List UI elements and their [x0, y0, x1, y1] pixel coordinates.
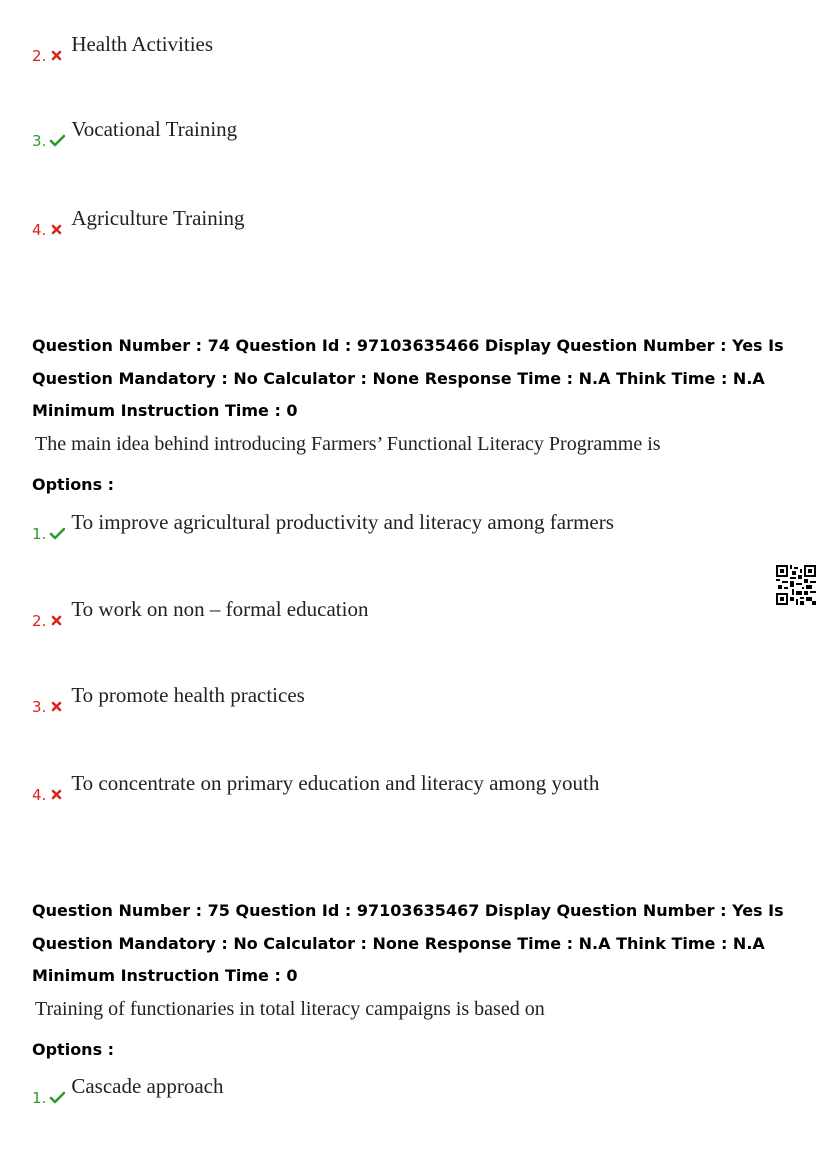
option-text: Vocational Training [71, 117, 238, 141]
option-number: 2. [32, 47, 47, 65]
option-number: 2. [32, 612, 47, 630]
option-item [32, 117, 238, 150]
option-item [32, 206, 245, 239]
option-text: To concentrate on primary education and literacy among youth [71, 771, 600, 795]
option-number: 3. [32, 132, 47, 150]
option-item [32, 597, 369, 630]
option-item [32, 1074, 224, 1107]
option-number: 3. [32, 698, 47, 716]
option-number: 4. [32, 221, 47, 239]
question-meta: Question Number : 75 Question Id : 97103635467 Display Question Number : Yes Is Question Mandatory : No Calculator : None Response Time : N.A Think Time : N.A Minimum Instruction Time : 0 [32, 901, 784, 985]
option-text: Agriculture Training [71, 206, 245, 230]
option-number: 1. [32, 1089, 47, 1107]
check-icon [49, 133, 65, 147]
option-text: To promote health practices [71, 683, 305, 707]
option-item [32, 683, 305, 716]
question-text: The main idea behind introducing Farmers’ Functional Literacy Programme is [35, 433, 661, 455]
option-text: Health Activities [71, 32, 214, 56]
cross-icon [49, 613, 65, 627]
option-text: To improve agricultural productivity and literacy among farmers [71, 510, 614, 534]
option-item [32, 510, 614, 543]
option-text: To work on non – formal education [71, 597, 369, 621]
options-label: Options : [32, 1040, 115, 1059]
option-item [32, 32, 214, 65]
check-icon [49, 526, 65, 540]
question-meta: Question Number : 74 Question Id : 97103635466 Display Question Number : Yes Is Question Mandatory : No Calculator : None Response Time : N.A Think Time : N.A Minimum Instruction Time : 0 [32, 336, 784, 420]
cross-icon [49, 48, 65, 62]
options-label: Options : [32, 475, 115, 494]
qr-code-icon [776, 565, 816, 605]
cross-icon [49, 787, 65, 801]
cross-icon [49, 699, 65, 713]
option-number: 4. [32, 786, 47, 804]
cross-icon [49, 222, 65, 236]
option-text: Cascade approach [71, 1074, 224, 1098]
question-text: Training of functionaries in total literacy campaigns is based on [35, 998, 545, 1020]
check-icon [49, 1090, 65, 1104]
option-number: 1. [32, 525, 47, 543]
option-item [32, 771, 600, 804]
